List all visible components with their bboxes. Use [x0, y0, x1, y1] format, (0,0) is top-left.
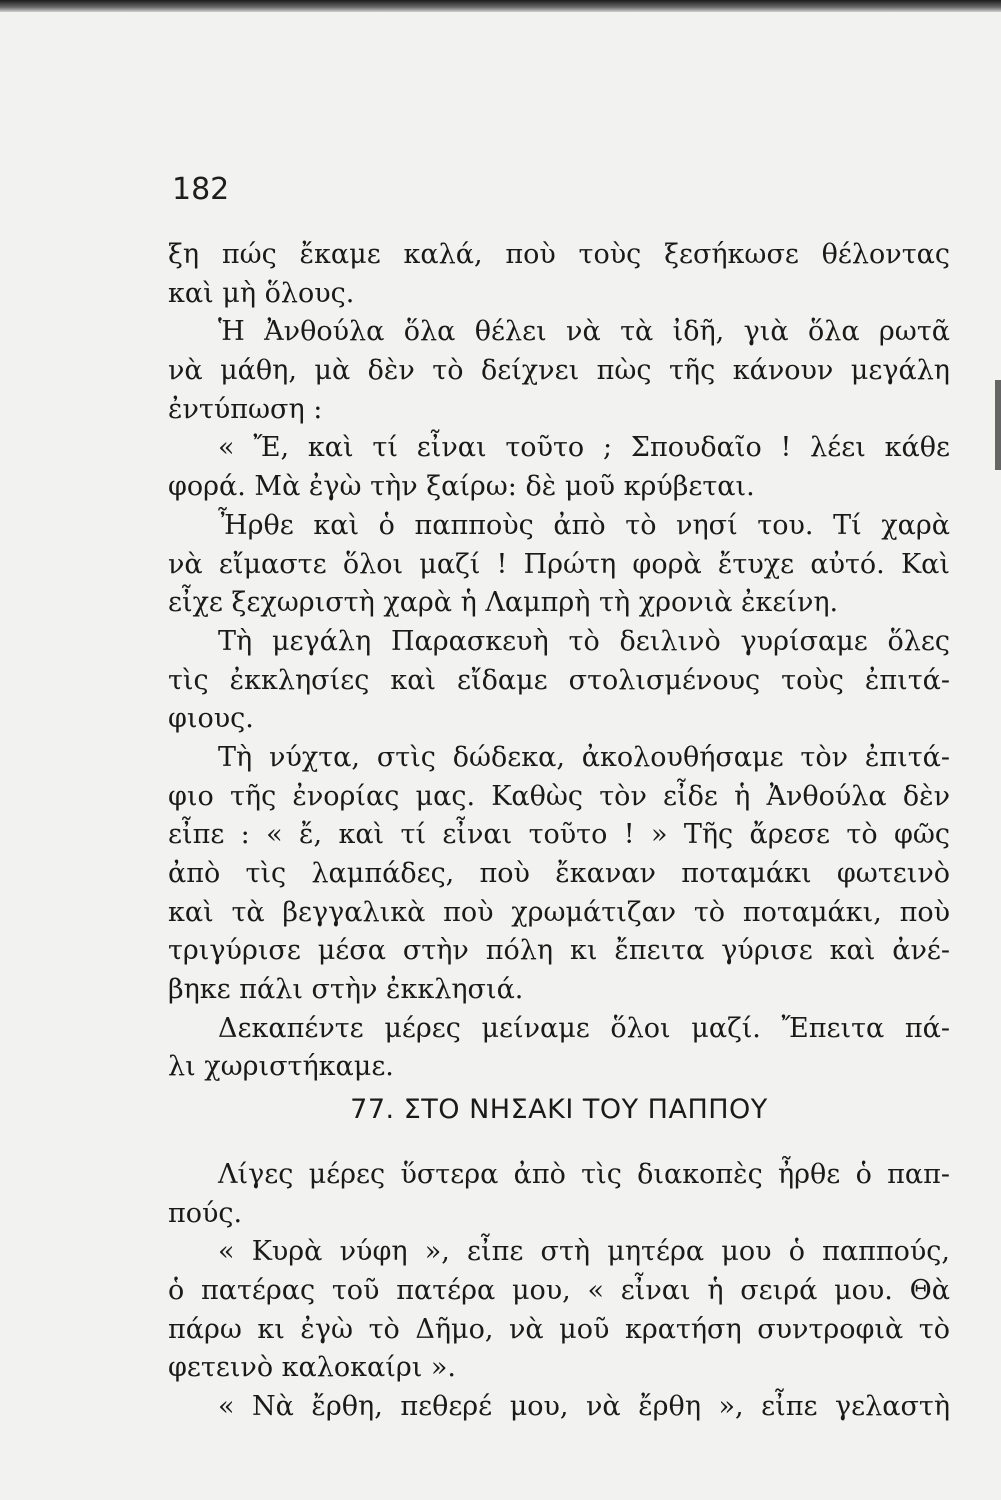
text-line: νὰ εἴμαστε ὅλοι μαζί ! Πρώτη φορὰ ἔτυχε αὐτό. Καὶ	[168, 548, 950, 580]
text-line: καὶ μὴ ὅλους.	[168, 277, 355, 309]
text-line: πάρω κι ἐγὼ τὸ Δῆμο, νὰ μοῦ κρατήση συντροφιὰ τὸ	[168, 1313, 950, 1345]
text-line: φιους.	[168, 703, 254, 735]
text-line: καὶ τὰ βεγγαλικὰ ποὺ χρωμάτιζαν τὸ ποταμάκι, ποὺ	[168, 896, 950, 928]
text-line: Λίγες μέρες ὕστερα ἀπὸ τὶς διακοπὲς ἦρθε ὁ παπ-	[218, 1159, 950, 1190]
text-line: Ἡ Ἀνθούλα ὅλα θέλει νὰ τὰ ἰδῆ, γιὰ ὅλα ρωτᾶ	[218, 316, 950, 348]
text-line: πούς.	[168, 1197, 243, 1229]
text-line: φιο τῆς ἐνορίας μας. Καθὼς τὸν εἶδε ἡ Ἀνθούλα δὲν	[168, 780, 950, 812]
text-line: ἐντύπωση :	[168, 393, 323, 425]
text-line: βηκε πάλι στὴν ἐκκλησιά.	[168, 974, 524, 1006]
text-line: ἀπὸ τὶς λαμπάδες, ποὺ ἔκαναν ποταμάκι φωτεινὸ	[168, 858, 950, 889]
text-line: εἶπε : « ἔ, καὶ τί εἶναι τοῦτο ! » Τῆς ἄρεσε τὸ φῶς	[168, 819, 950, 851]
body-text-section-1	[168, 236, 950, 1087]
text-line: Δεκαπέντε μέρες μείναμε ὅλοι μαζί. Ἔπειτα πά-	[218, 1012, 950, 1044]
text-line: ὁ πατέρας τοῦ πατέρα μου, « εἶναι ἡ σειρά μου. Θὰ	[168, 1275, 950, 1307]
page-number: 182	[172, 172, 230, 207]
section-heading: 77. ΣΤΟ ΝΗΣΑΚΙ ΤΟΥ ΠΑΠΠΟΥ	[350, 1094, 768, 1125]
page-right-edge	[995, 380, 1001, 470]
text-line: Τὴ μεγάλη Παρασκευὴ τὸ δειλινὸ γυρίσαμε ὅλες	[218, 625, 950, 657]
text-line: « Ἔ, καὶ τί εἶναι τοῦτο ; Σπουδαῖο ! λέει κάθε	[218, 432, 950, 464]
text-line: Ἦρθε καὶ ὁ παπποὺς ἀπὸ τὸ νησί του. Τί χαρὰ	[218, 509, 950, 541]
text-line: τὶς ἐκκλησίες καὶ εἴδαμε στολισμένους τοὺς ἐπιτά-	[168, 664, 950, 696]
text-line: φετεινὸ καλοκαίρι ».	[168, 1352, 456, 1384]
text-line: Τὴ νύχτα, στὶς δώδεκα, ἀκολουθήσαμε τὸν ἐπιτά-	[218, 741, 950, 773]
page-top-edge	[0, 0, 1001, 12]
text-line: ξη πώς ἔκαμε καλά, ποὺ τοὺς ξεσήκωσε θέλοντας	[168, 239, 950, 270]
text-line: φορά. Μὰ ἐγὼ τὴν ξαίρω: δὲ μοῦ κρύβεται.	[168, 471, 755, 503]
text-line: τριγύρισε μέσα στὴν πόλη κι ἔπειτα γύρισε καὶ ἀνέ-	[168, 935, 950, 967]
text-line: λι χωριστήκαμε.	[168, 1051, 394, 1083]
text-line: νὰ μάθη, μὰ δὲν τὸ δείχνει πὼς τῆς κάνουν μεγάλη	[168, 355, 950, 387]
text-line: « Κυρὰ νύφη », εἶπε στὴ μητέρα μου ὁ παππούς,	[218, 1236, 950, 1268]
text-line: εἶχε ξεχωριστὴ χαρὰ ἡ Λαμπρὴ τὴ χρονιὰ ἐκείνη.	[168, 587, 839, 619]
text-line: « Νὰ ἔρθη, πεθερέ μου, νὰ ἔρθη », εἶπε γελαστὴ	[218, 1391, 950, 1423]
body-text-section-2	[168, 1094, 950, 1427]
